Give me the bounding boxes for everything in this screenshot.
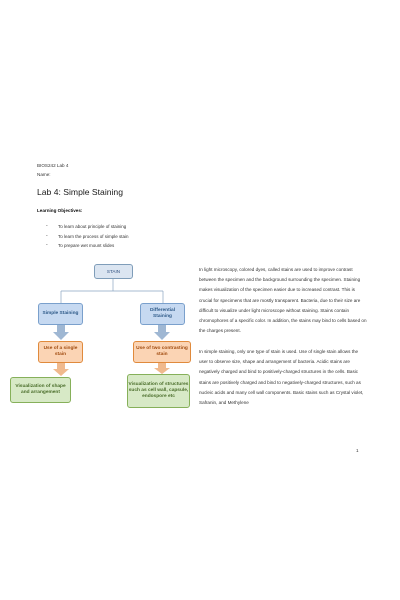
two-stains-node: Use of two contrasting stain [133,341,191,363]
list-item: - To learn the process of simple stain [46,232,129,242]
down-arrow-icon [154,325,170,340]
page-title: Lab 4: Simple Staining [37,187,123,197]
bullet-icon: - [46,242,48,248]
down-arrow-icon [53,325,69,340]
simple-staining-paragraph: In simple staining, only one type of stain is used. Use of single stain allows the user to observe size, shape and arrangement of bacteria. Acidic stains are negatively charged and bind to positively-charged structures in the cells. Basic stains are positively charged and bind to negatively-charged structures, such as nucleic acids and many cell wall components. Basic stains such as Crystal violet, Safranin, and Methylene [199,349,364,406]
bullet-icon: - [46,232,48,239]
page-number: 1 [356,448,359,453]
name-label: Name: [37,172,51,177]
differential-staining-node: Differential Staining [140,303,185,325]
stain-node: STAIN [94,264,133,279]
simple-staining-node: Simple Staining [38,303,83,325]
intro-paragraph: In light microscopy, colored dyes, called stains are used to improve contrast between the specimen and the background surrounding the specimen. Staining makes visualization of the specimen easier due to increased contrast. This is crucial for specimens that are mostly transparent. Bacteria, due to their size are difficult to visualize under light microscope without staining. Stains contain chromophores of a specific color. In addition, the stains may bind to cells based on the charges present. [199,267,367,334]
learning-objectives-heading: Learning Objectives: [37,208,83,213]
course-code: BIOS242 Lab 4 [37,163,69,168]
down-arrow-icon [154,363,170,374]
shape-arrangement-node: Visualization of shape and arrangement [10,377,71,403]
list-item: - To learn about principle of staining [46,222,129,232]
single-stain-node: Use of a single stain [38,341,83,363]
down-arrow-icon [53,363,69,376]
bullet-icon: - [46,223,48,229]
list-item: - To prepare wet mount slides [46,241,129,251]
structures-node: Visualization of structures such as cell wall, capsule, endospore etc [127,374,190,408]
